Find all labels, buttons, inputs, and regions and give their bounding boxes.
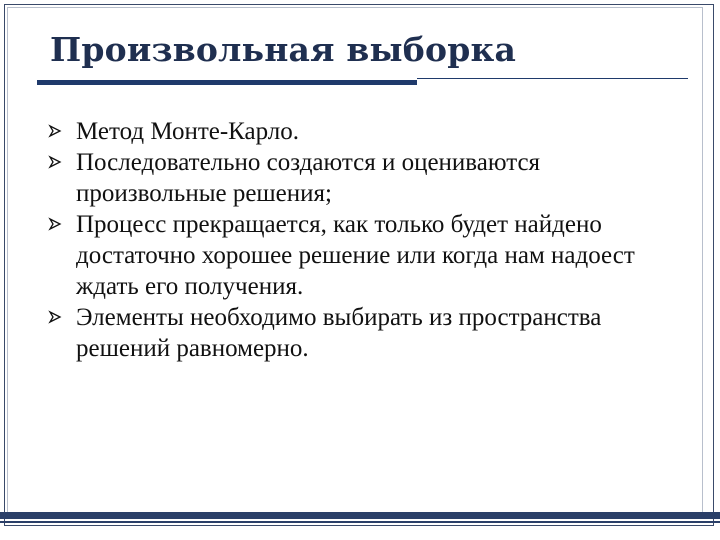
list-item xyxy=(48,116,678,147)
bullet-list xyxy=(48,116,678,364)
arrowhead-bullet-icon xyxy=(48,124,62,138)
slide-title: Произвольная выборка xyxy=(50,30,517,69)
arrowhead-bullet-icon xyxy=(48,310,62,324)
bottom-decor-band xyxy=(0,512,720,519)
list-item xyxy=(48,302,678,364)
bullet-text: Элементы необходимо выбирать из пространства решений равномерно. xyxy=(76,304,602,362)
bullet-text: Метод Монте-Карло. xyxy=(76,118,300,145)
arrowhead-bullet-icon xyxy=(48,217,62,231)
bullet-text: Процесс прекращается, как только будет найдено достаточно хорошее решение или когда нам надоест ждать его получения. xyxy=(76,211,635,300)
list-item xyxy=(48,147,678,209)
list-item xyxy=(48,209,678,302)
arrowhead-bullet-icon xyxy=(48,155,62,169)
bullet-text: Последовательно создаются и оцениваются произвольные решения; xyxy=(76,149,541,207)
title-underline-thin xyxy=(417,78,688,79)
title-underline-thick xyxy=(37,80,417,85)
bottom-decor-line xyxy=(0,521,720,523)
